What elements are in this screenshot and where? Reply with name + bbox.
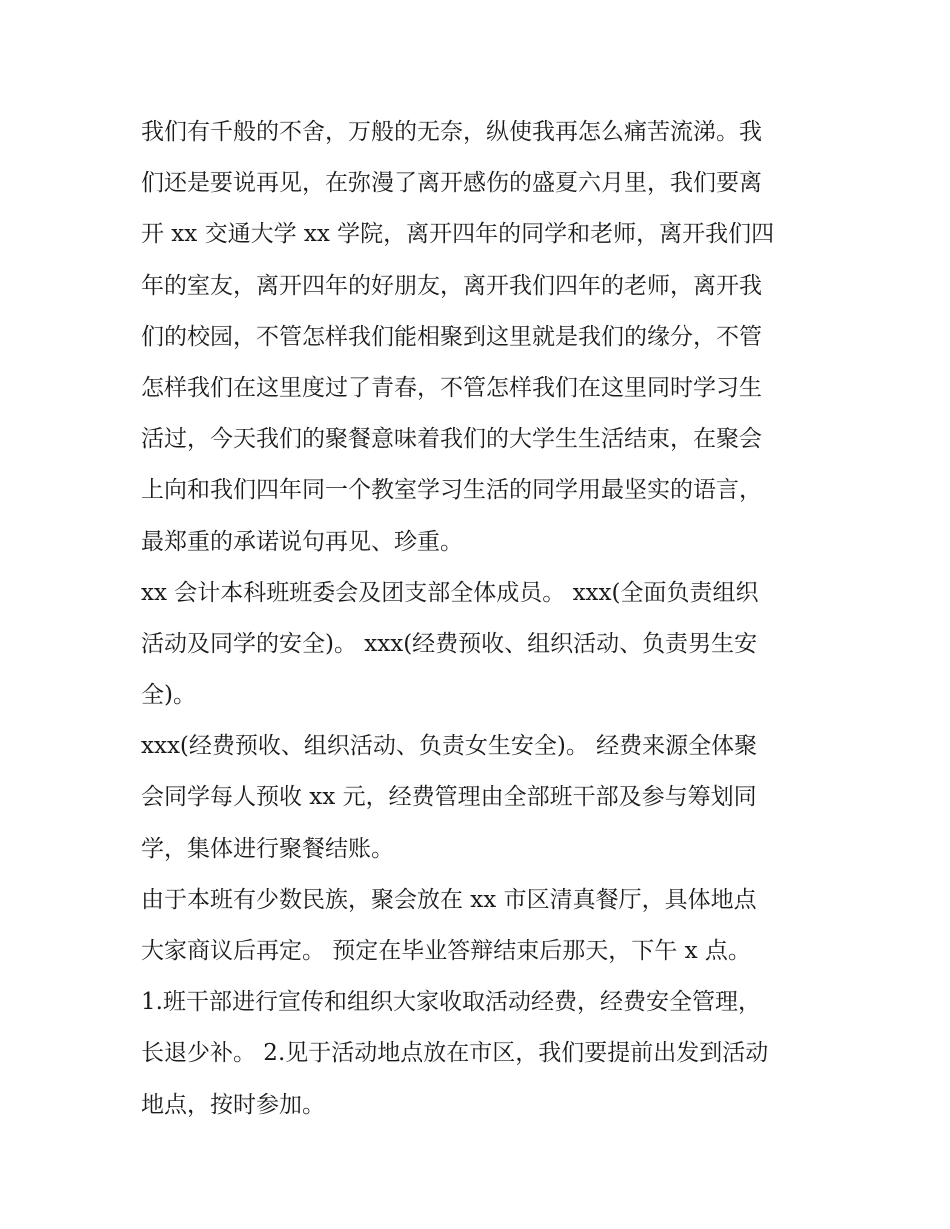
text-line: 全)。 — [141, 682, 196, 709]
text-line: 上向和我们四年同一个教室学习生活的同学用最坚实的语言， — [141, 477, 762, 504]
text-line: 们的校园，不管怎样我们能相聚到这里就是我们的缘分，不管 — [141, 323, 762, 350]
text-line: 学，集体进行聚餐结账。 — [141, 835, 394, 862]
text-line: 开 xx 交通大学 xx 学院，离开四年的同学和老师，离开我们四 — [141, 221, 775, 248]
document-body — [141, 107, 821, 1131]
text-line: 长退少补。 2.见于活动地点放在市区，我们要提前出发到活动 — [141, 1040, 769, 1067]
text-line: 怎样我们在这里度过了青春，不管怎样我们在这里同时学习生 — [141, 374, 762, 401]
text-line: 1.班干部进行宣传和组织大家收取活动经费，经费安全管理， — [141, 989, 761, 1016]
text-line: xxx(经费预收、组织活动、负责女生安全)。 经费来源全体聚 — [141, 733, 758, 760]
text-line: 活过，今天我们的聚餐意味着我们的大学生生活结束，在聚会 — [141, 426, 762, 453]
text-line: 我们有千般的不舍，万般的无奈，纵使我再怎么痛苦流涕。我 — [141, 119, 762, 145]
text-line: 会同学每人预收 xx 元，经费管理由全部班干部及参与筹划同 — [141, 784, 757, 811]
text-line: xx 会计本科班班委会及团支部全体成员。 xxx(全面负责组织 — [141, 579, 759, 606]
text-line: 活动及同学的安全)。 xxx(经费预收、组织活动、负责男生安 — [141, 630, 758, 657]
text-line: 年的室友，离开四年的好朋友，离开我们四年的老师，离开我 — [141, 272, 762, 299]
text-line: 地点，按时参加。 — [141, 1091, 325, 1118]
text-line: 最郑重的承诺说句再见、珍重。 — [141, 528, 463, 555]
text-line: 大家商议后再定。 预定在毕业答辩结束后那天，下午 x 点。 — [141, 938, 751, 964]
text-line: 们还是要说再见，在弥漫了离开感伤的盛夏六月里，我们要离 — [141, 170, 762, 197]
text-line: 由于本班有少数民族，聚会放在 xx 市区清真餐厅，具体地点 — [141, 886, 757, 913]
